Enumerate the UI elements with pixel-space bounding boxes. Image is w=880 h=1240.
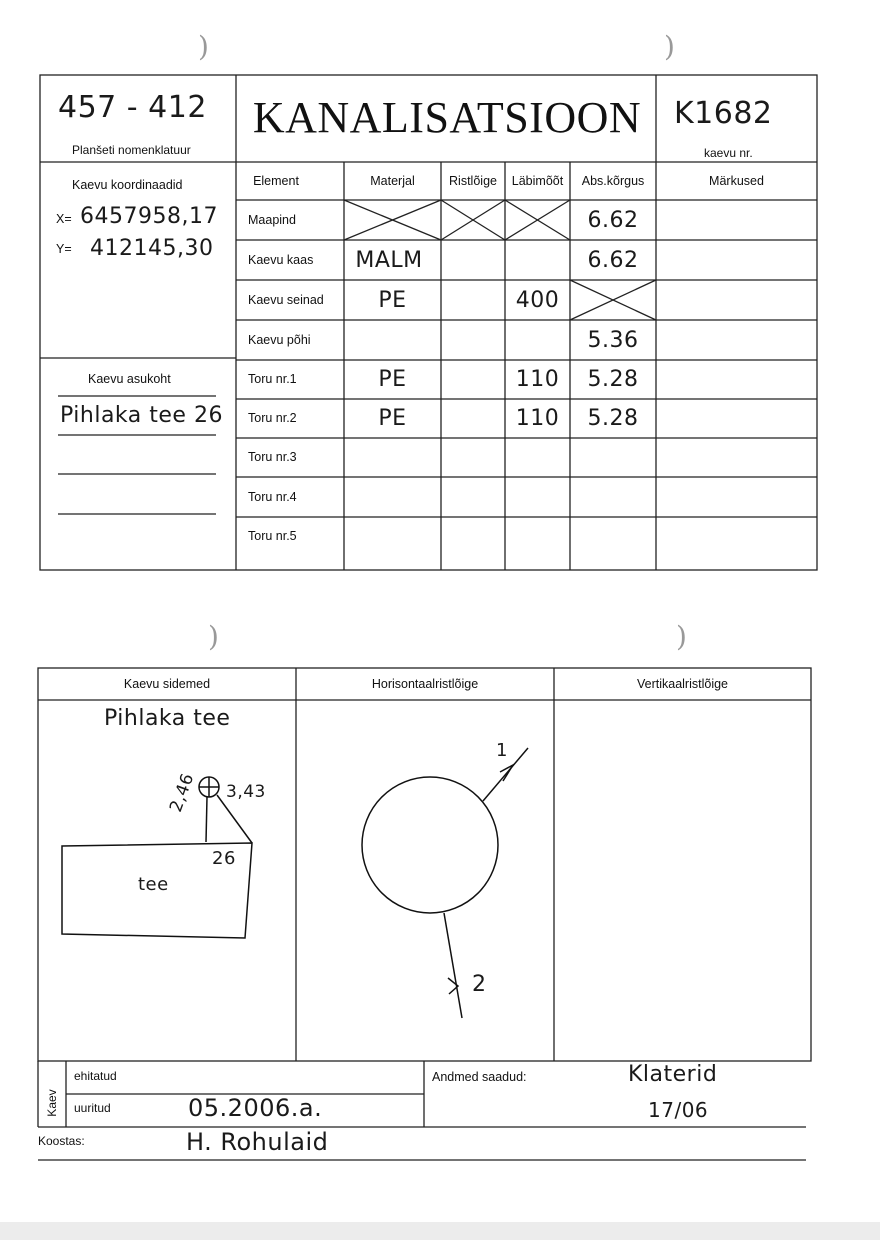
- row-label: Toru nr.4: [248, 490, 297, 504]
- col-header-material: Materjal: [370, 174, 415, 188]
- abs-height-value: 6.62: [587, 207, 639, 233]
- surveyed-label: uuritud: [74, 1101, 111, 1115]
- location-value: Pihlaka tee 26: [60, 403, 223, 428]
- built-label: ehitatud: [74, 1069, 117, 1083]
- abs-height-value: 5.28: [587, 367, 639, 392]
- data-received-date: 17/06: [648, 1098, 709, 1122]
- col-header-remarks: Märkused: [709, 174, 764, 188]
- pipe-1-label: 1: [496, 740, 508, 761]
- section-header-vertical: Vertikaalristlõige: [636, 677, 728, 691]
- material-value: PE: [378, 406, 407, 431]
- row-label: Kaevu põhi: [248, 333, 311, 347]
- col-header-element: Element: [253, 174, 299, 188]
- abs-height-value: 5.28: [587, 406, 639, 431]
- col-header-diameter: Läbimõõt: [511, 174, 564, 188]
- abs-height-value: 6.62: [587, 247, 639, 273]
- row-label: Maapind: [248, 213, 296, 227]
- y-prefix: Y=: [56, 242, 72, 256]
- scan-mark: ): [664, 30, 675, 63]
- pipe-2-label: 2: [472, 972, 487, 997]
- abs-height-value: 5.36: [587, 327, 639, 353]
- diameter-value: 400: [515, 287, 560, 313]
- side-label-kaev: Kaev: [45, 1089, 59, 1117]
- surveyed-date: 05.2006.a.: [188, 1094, 323, 1122]
- x-prefix: X=: [56, 212, 72, 226]
- compiled-label: Koostas:: [38, 1134, 85, 1148]
- diameter-value: 110: [515, 367, 560, 392]
- material-value: MALM: [355, 247, 423, 273]
- x-coordinate: 6457958,17: [80, 204, 218, 229]
- col-header-abs-height: Abs.kõrgus: [581, 174, 645, 188]
- row-label: Kaevu seinad: [248, 293, 324, 307]
- row-label: Toru nr.5: [248, 529, 297, 543]
- sheet-code-label: Planšeti nomenklatuur: [72, 143, 191, 157]
- data-received-name: Klaterid: [628, 1062, 718, 1087]
- data-received-label: Andmed saadud:: [432, 1070, 527, 1084]
- scan-mark: ): [676, 620, 687, 653]
- row-label: Kaevu kaas: [248, 253, 314, 267]
- scan-mark: ): [198, 30, 209, 63]
- row-label: Toru nr.2: [248, 411, 297, 425]
- section-header-horizontal: Horisontaalristlõige: [371, 677, 479, 691]
- section-header-links: Kaevu sidemed: [123, 677, 211, 691]
- sketch-distance-left: 2,46: [166, 770, 199, 815]
- sketch-road-label: tee: [138, 874, 169, 895]
- coordinates-label: Kaevu koordinaadid: [72, 178, 183, 192]
- sketch-distance-right: 3,43: [226, 782, 266, 802]
- row-label: Toru nr.1: [248, 372, 297, 386]
- diameter-value: 110: [515, 406, 560, 431]
- sheet-code: 457 - 412: [58, 90, 207, 125]
- col-header-cross-section: Ristlõige: [449, 174, 497, 188]
- well-number: K1682: [674, 96, 773, 131]
- compiled-by: H. Rohulaid: [186, 1128, 329, 1156]
- material-value: PE: [378, 367, 407, 392]
- well-number-label: kaevu nr.: [704, 146, 753, 160]
- y-coordinate: 412145,30: [90, 236, 214, 261]
- material-value: PE: [378, 287, 407, 313]
- location-label: Kaevu asukoht: [88, 372, 171, 386]
- page-title: KANALISATSIOON: [252, 93, 642, 142]
- sketch-street: Pihlaka tee: [104, 706, 231, 731]
- scan-mark: ): [208, 620, 219, 653]
- row-label: Toru nr.3: [248, 450, 297, 464]
- sketch-house-number: 26: [212, 848, 236, 869]
